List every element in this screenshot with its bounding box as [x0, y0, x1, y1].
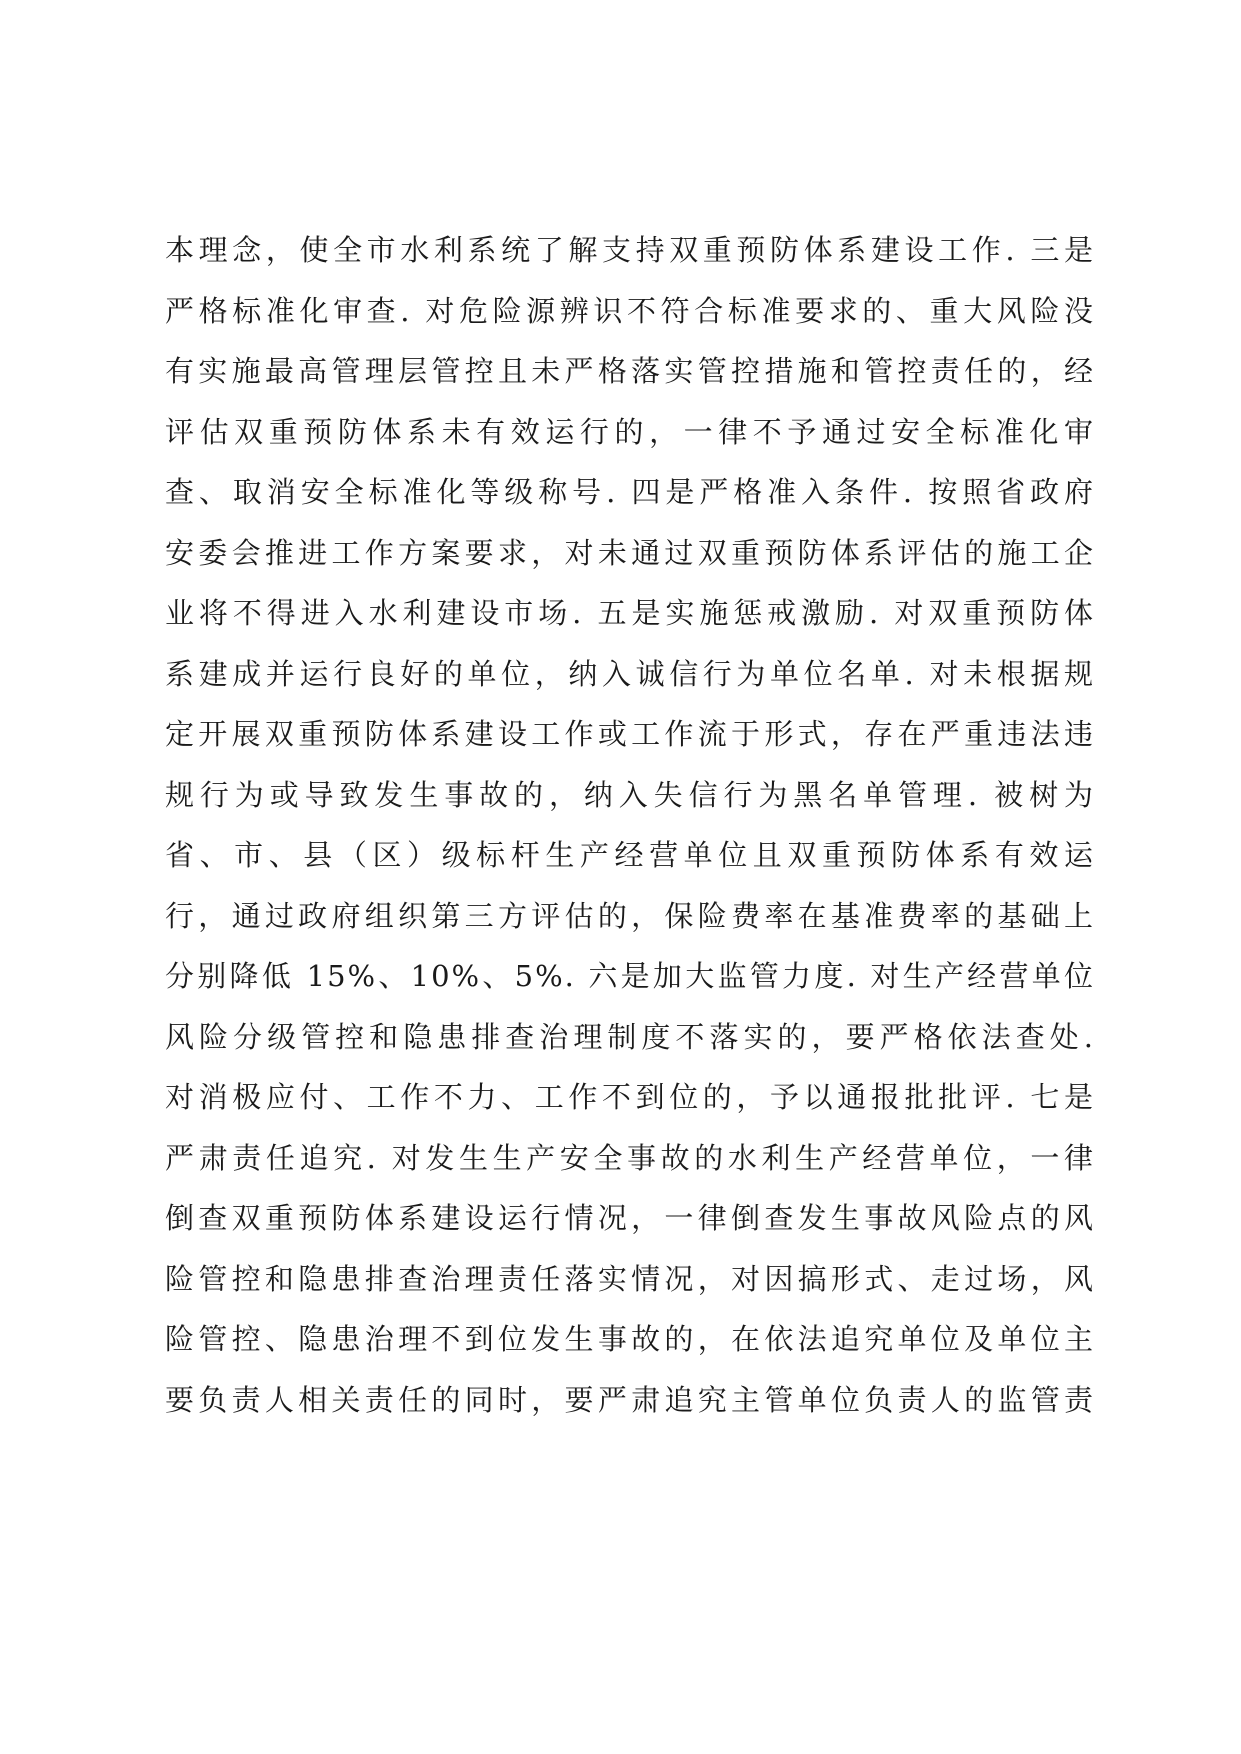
text-line: 倒查双重预防体系建设运行情况，一律倒查发生事故风险点的风 — [165, 1201, 1095, 1235]
text-line: 要负责人相关责任的同时，要严肃追究主管单位负责人的监管责 — [165, 1382, 1095, 1417]
text-line: 查、取消安全标准化等级称号. 四是严格准入条件. 按照省政府 — [165, 475, 1095, 509]
text-line: 有实施最高管理层管控且未严格落实管控措施和管控责任的，经 — [165, 354, 1095, 388]
text-line: 评估双重预防体系未有效运行的，一律不予通过安全标准化审 — [165, 414, 1095, 449]
body-paragraph — [165, 220, 1095, 1430]
text-line: 行，通过政府组织第三方评估的，保险费率在基准费率的基础上 — [165, 898, 1095, 933]
text-line: 险管控和隐患排查治理责任落实情况，对因搞形式、走过场，风 — [165, 1261, 1095, 1296]
text-line: 规行为或导致发生事故的，纳入失信行为黑名单管理. 被树为 — [165, 777, 1095, 812]
text-line: 业将不得进入水利建设市场. 五是实施惩戒激励. 对双重预防体 — [165, 596, 1095, 630]
text-line: 省、市、县（区）级标杆生产经营单位且双重预防体系有效运 — [165, 838, 1095, 872]
text-line: 风险分级管控和隐患排查治理制度不落实的，要严格依法查处. — [165, 1019, 1095, 1054]
text-line: 严肃责任追究. 对发生生产安全事故的水利生产经营单位，一律 — [165, 1140, 1095, 1175]
text-line: 对消极应付、工作不力、工作不到位的，予以通报批批评. 七是 — [165, 1080, 1095, 1114]
text-line: 险管控、隐患治理不到位发生事故的，在依法追究单位及单位主 — [165, 1322, 1095, 1356]
text-line: 系建成并运行良好的单位，纳入诚信行为单位名单. 对未根据规 — [165, 656, 1095, 691]
text-line: 严格标准化审查. 对危险源辨识不符合标准要求的、重大风险没 — [165, 293, 1095, 328]
text-line: 定开展双重预防体系建设工作或工作流于形式，存在严重违法违 — [165, 717, 1095, 751]
text-line: 分别降低 15%、10%、5%. 六是加大监管力度. 对生产经营单位 — [165, 959, 1095, 993]
text-line: 本理念，使全市水利系统了解支持双重预防体系建设工作. 三是 — [165, 233, 1095, 267]
text-line: 安委会推进工作方案要求，对未通过双重预防体系评估的施工企 — [165, 535, 1095, 570]
